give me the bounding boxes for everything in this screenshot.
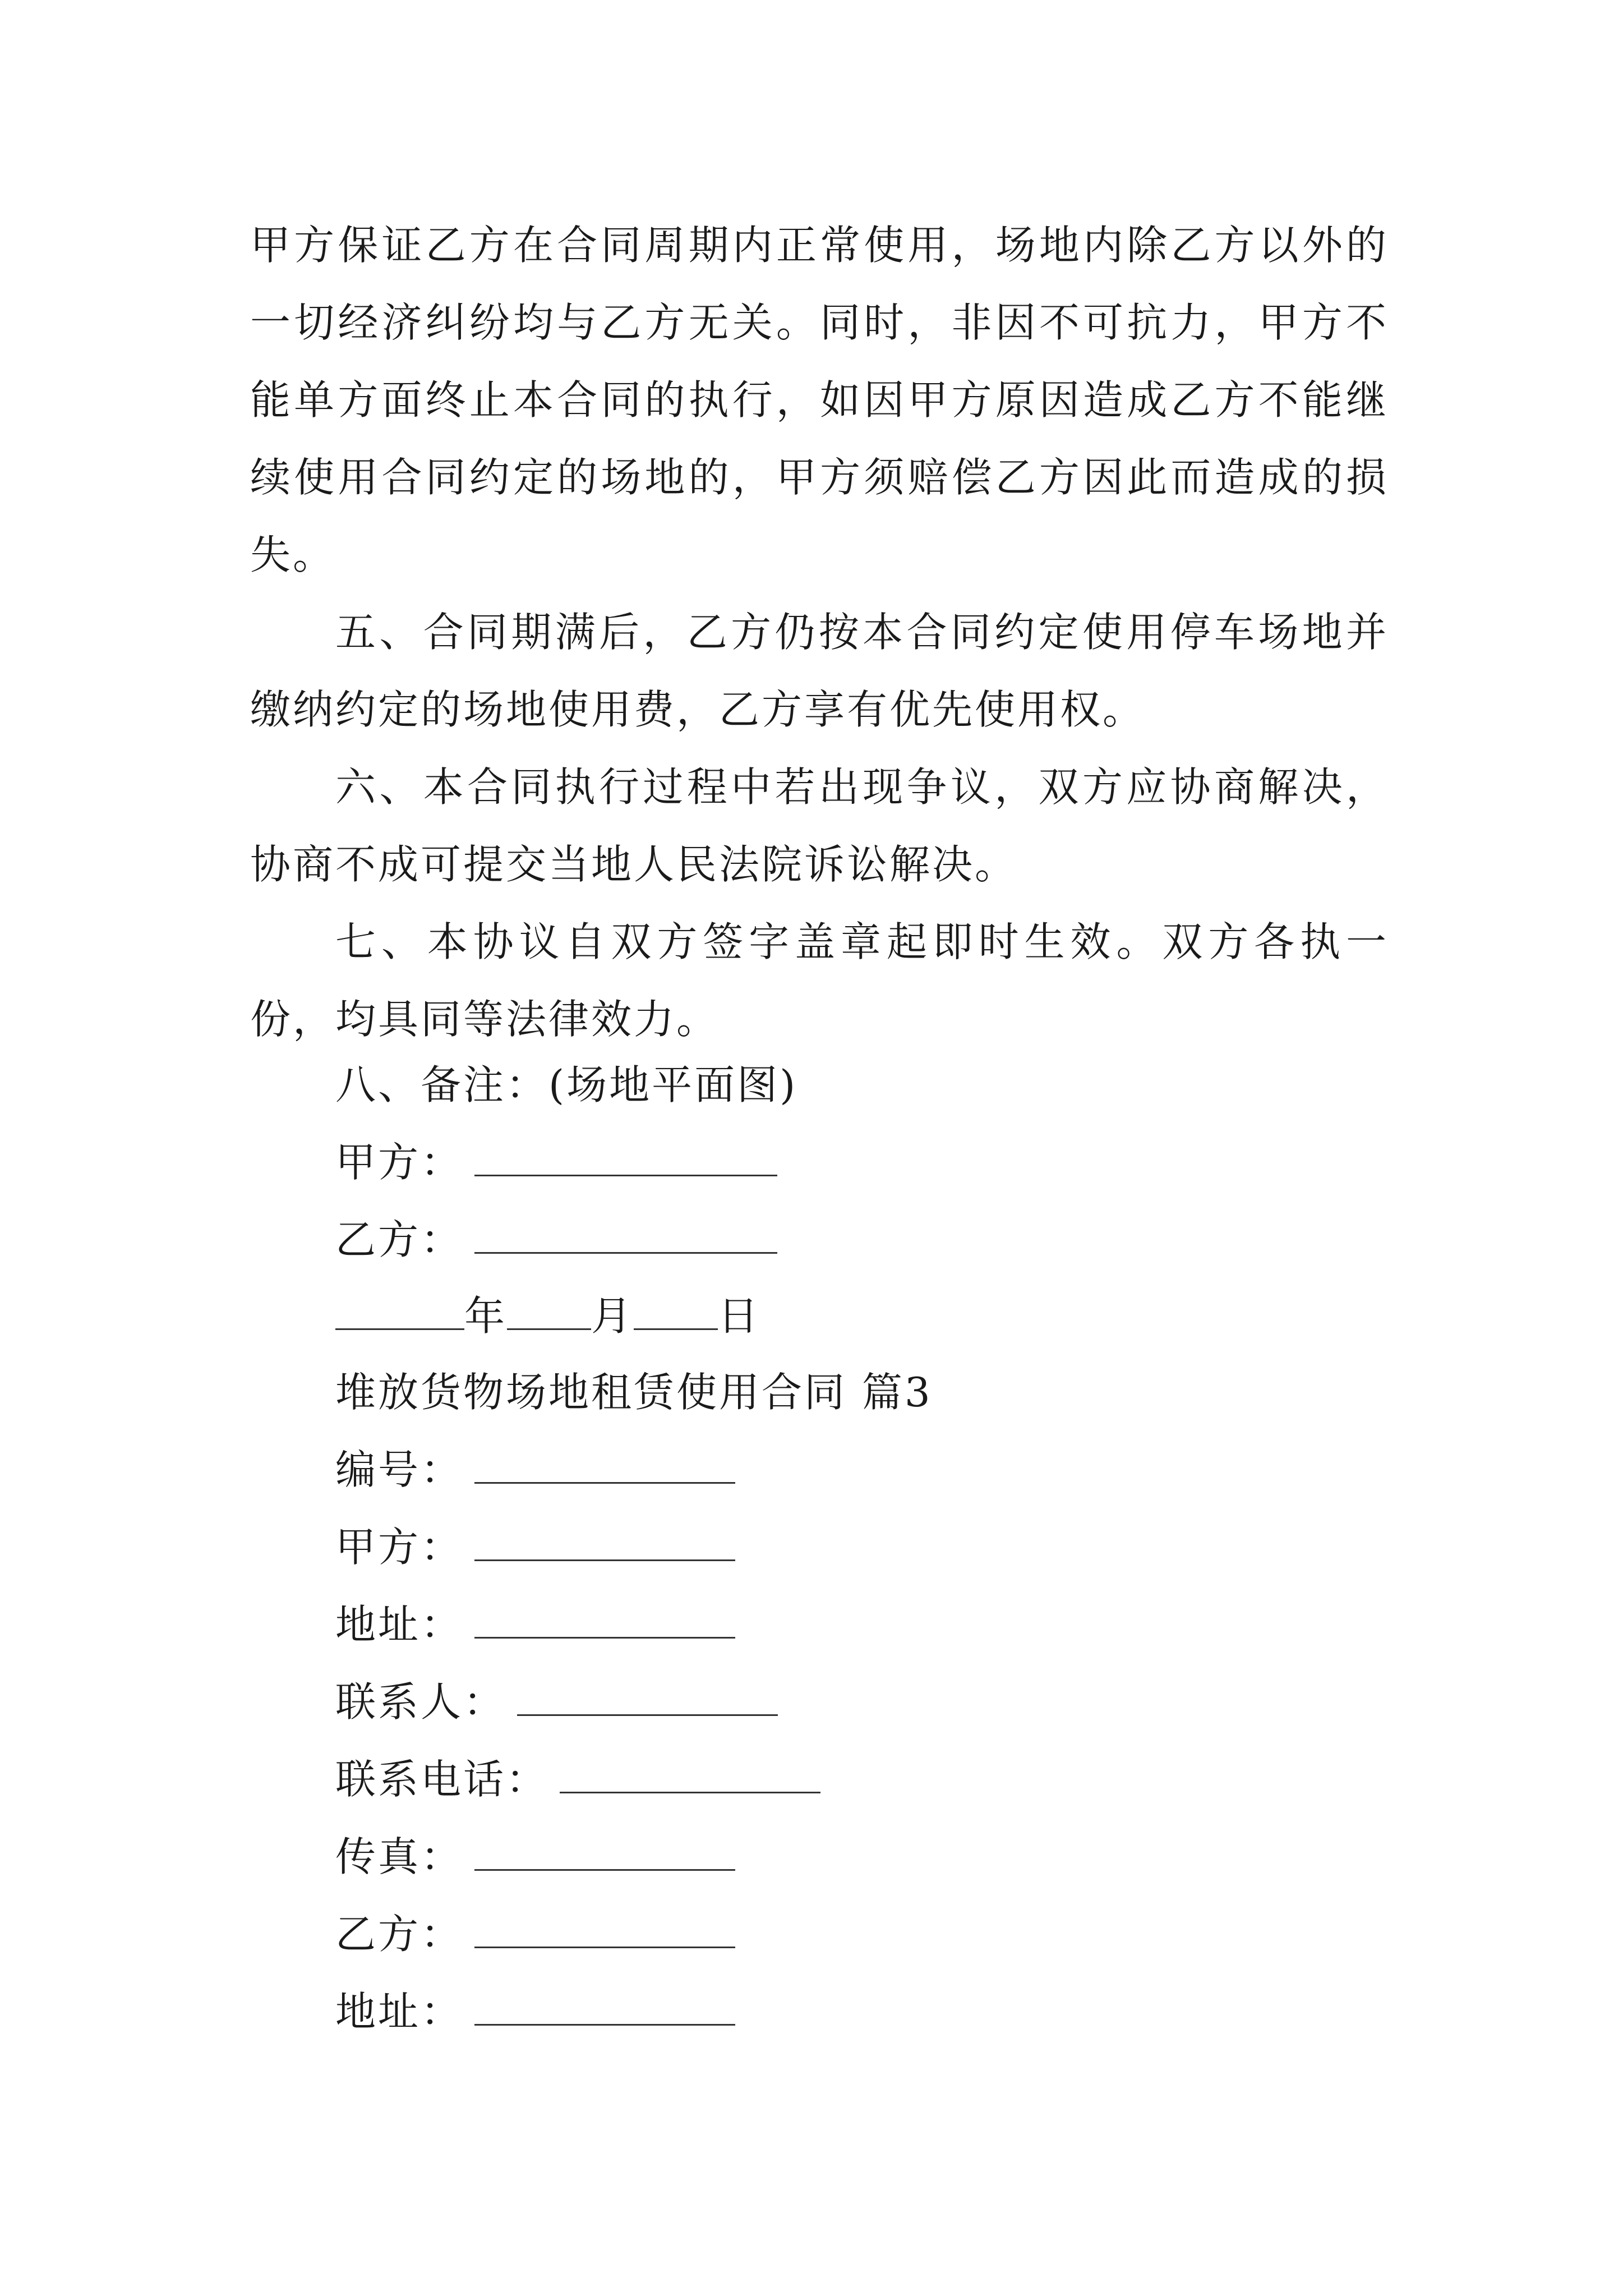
field-address-a bbox=[335, 1596, 735, 1653]
field-fax bbox=[335, 1829, 735, 1885]
year-blank[interactable] bbox=[335, 1289, 464, 1330]
day-label: 日 bbox=[718, 1292, 761, 1340]
field-number bbox=[335, 1442, 735, 1498]
signature-party-b bbox=[335, 1212, 777, 1268]
field-party-b bbox=[335, 1906, 735, 1962]
field-party-b-label: 乙方： bbox=[335, 1911, 464, 1958]
field-contact bbox=[335, 1674, 778, 1730]
field-phone-label: 联系电话： bbox=[335, 1756, 549, 1803]
remark-line: 八、备注：(场地平面图) bbox=[335, 1061, 798, 1108]
field-party-a-label: 甲方： bbox=[335, 1524, 464, 1571]
paragraph-clause-7: 七、本协议自双方签字盖章起即时生效。双方各执一份，均具同等法律效力。 bbox=[250, 918, 1389, 1043]
field-contact-label: 联系人： bbox=[335, 1678, 506, 1726]
contract-3-title: 堆放货物场地租赁使用合同 篇3 bbox=[335, 1369, 933, 1416]
field-number-blank[interactable] bbox=[474, 1443, 735, 1484]
signature-party-b-label: 乙方： bbox=[335, 1216, 464, 1263]
signature-party-a-blank[interactable] bbox=[474, 1135, 777, 1176]
paragraph-party-a-guarantee: 甲方保证乙方在合同周期内正常使用，场地内除乙方以外的一切经济纠纷均与乙方无关。同时，非因不可抗力，甲方不能单方面终止本合同的执行，如因甲方原因造成乙方不能继续使用合同约定的场地的，甲方须赔偿乙方因此而造成的损失。 bbox=[250, 222, 1389, 578]
field-phone bbox=[335, 1751, 820, 1807]
field-contact-blank[interactable] bbox=[517, 1675, 778, 1716]
field-address-b bbox=[335, 1984, 735, 2040]
signature-party-b-blank[interactable] bbox=[474, 1213, 777, 1254]
year-label: 年 bbox=[464, 1292, 508, 1340]
field-address-b-label: 地址： bbox=[335, 1988, 464, 2035]
field-fax-blank[interactable] bbox=[474, 1830, 735, 1871]
month-blank[interactable] bbox=[507, 1289, 591, 1330]
paragraph-clause-5: 五、合同期满后，乙方仍按本合同约定使用停车场地并缴纳约定的场地使用费，乙方享有优先使用权。 bbox=[250, 609, 1389, 733]
month-label: 月 bbox=[591, 1292, 634, 1340]
day-blank[interactable] bbox=[634, 1289, 718, 1330]
field-address-a-label: 地址： bbox=[335, 1601, 464, 1648]
field-address-b-blank[interactable] bbox=[474, 1985, 735, 2026]
field-address-a-blank[interactable] bbox=[474, 1598, 735, 1639]
date-line bbox=[335, 1288, 760, 1344]
field-fax-label: 传真： bbox=[335, 1833, 464, 1880]
field-party-a bbox=[335, 1519, 735, 1575]
field-phone-blank[interactable] bbox=[560, 1752, 820, 1793]
paragraph-clause-6: 六、本合同执行过程中若出现争议，双方应协商解决，协商不成可提交当地人民法院诉讼解决。 bbox=[250, 763, 1389, 888]
field-party-a-blank[interactable] bbox=[474, 1520, 735, 1561]
signature-party-a bbox=[335, 1134, 777, 1190]
field-party-b-blank[interactable] bbox=[474, 1907, 735, 1948]
field-number-label: 编号： bbox=[335, 1446, 464, 1493]
signature-party-a-label: 甲方： bbox=[335, 1139, 464, 1186]
